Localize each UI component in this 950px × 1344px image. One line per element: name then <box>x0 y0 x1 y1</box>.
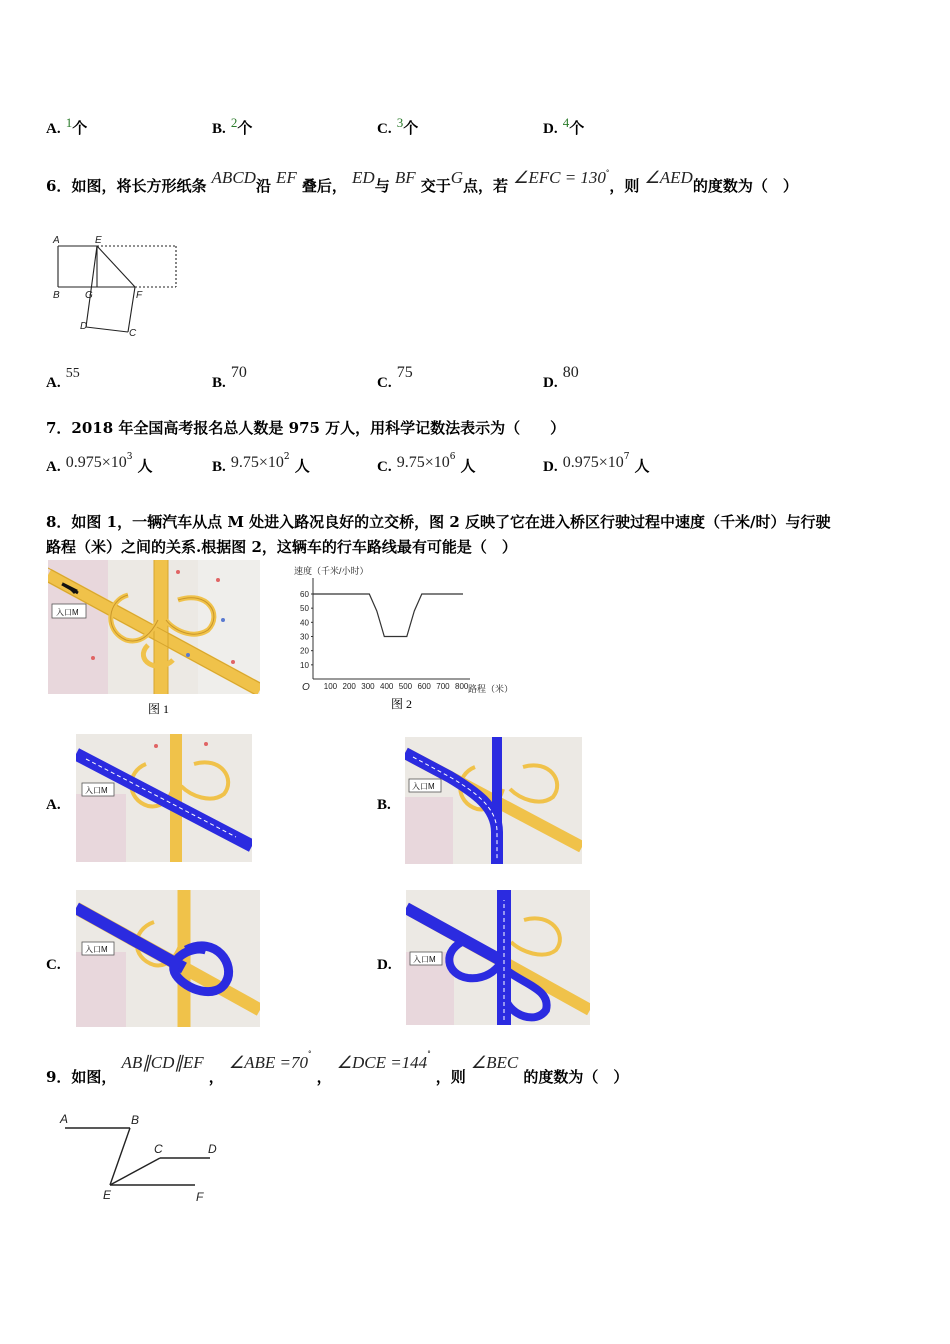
x-tick-label: 400 <box>380 682 394 691</box>
q7-stem: 7．2018 年全国高考报名总人数是 975 万人，用科学记数法表示为（ ） <box>46 419 566 437</box>
q8-option-b-letter: B. <box>377 797 391 813</box>
label-e: E <box>103 1188 112 1202</box>
origin-label: O <box>302 682 310 693</box>
y-axis-label: 速度（千米/小时） <box>294 566 369 576</box>
q8-option-b-map[interactable] <box>405 737 582 864</box>
entry-label: 入口M <box>412 782 435 791</box>
q8-fig1-map <box>48 560 260 694</box>
q7-option-a: A. $0.975\times 10^3$ 人 <box>46 452 153 475</box>
q6-option-a: A. 55 <box>46 366 80 391</box>
x-axis-label: 路程（米） <box>468 684 514 694</box>
label-f: F <box>136 290 143 301</box>
q5-option-b: B. $^2$个 <box>212 115 253 137</box>
label-d: D <box>208 1142 217 1156</box>
label-e: E <box>95 235 102 246</box>
q8-stem-line2: 路程（米）之间的关系.根据图 2，这辆车的行车路线最有可能是（ ） <box>46 538 517 556</box>
y-tick-label: 10 <box>300 660 309 670</box>
q7-option-b: B. $9.75\times 10^2$ 人 <box>212 452 310 475</box>
y-tick-label: 40 <box>300 618 309 628</box>
q6-stem: 6．如图，将长方形纸条 ABCD沿 EF 叠后， ED与 BF 交于G点，若 ∠EFC = 130°，则 ∠AED的度数为（ ） <box>46 168 798 195</box>
fig1-caption: 图 1 <box>148 702 170 716</box>
y-tick-label: 50 <box>300 604 309 614</box>
q8-option-a-map[interactable] <box>76 734 252 862</box>
chart-ticks <box>300 590 469 691</box>
label-b: B <box>53 290 60 301</box>
q8-option-d-map[interactable] <box>406 890 590 1025</box>
q8-option-c-letter: C. <box>46 957 61 973</box>
label-a: A <box>53 235 60 246</box>
x-tick-label: 100 <box>323 682 338 691</box>
q6-option-b: B. 70 <box>212 364 247 391</box>
label-b: B <box>131 1113 140 1127</box>
q6-folded-rectangle-figure <box>50 232 185 340</box>
q8-option-c-map[interactable] <box>76 890 260 1027</box>
y-tick-label: 60 <box>300 590 309 599</box>
label-c: C <box>154 1142 163 1156</box>
label-c: C <box>129 328 137 339</box>
q5-option-c: C. $^3$个 <box>377 115 419 137</box>
label-f: F <box>196 1190 204 1204</box>
entry-label: 入口M <box>85 786 108 795</box>
x-tick-label: 800 <box>455 682 469 691</box>
x-tick-label: 300 <box>361 682 375 691</box>
q8-speed-distance-chart <box>290 562 520 697</box>
q9-stem: 9．如图， AB∥CD∥EF ， ∠ABE =70° ， ∠DCE =144° ，则 ∠BEC 的度数为（ ） <box>46 1050 629 1086</box>
y-tick-label: 20 <box>300 646 309 656</box>
q8-stem-line1: 8．如图 1，一辆汽车从点 M 处进入路况良好的立交桥，图 2 反映了它在进入桥区行驶过程中速度（千米/时）与行驶 <box>46 513 831 531</box>
q9-parallel-lines-figure <box>55 1110 225 1205</box>
q7-option-c: C. $9.75\times 10^6$ 人 <box>377 452 476 475</box>
x-tick-label: 500 <box>398 682 413 691</box>
x-tick-label: 700 <box>436 682 450 691</box>
entry-label: 入口M <box>85 945 108 954</box>
q5-option-a: A. $^1$个 <box>46 115 88 137</box>
q5-option-d: D. $^4$个 <box>543 115 585 137</box>
label-a: A <box>60 1112 69 1126</box>
q6-option-d: D. 80 <box>543 364 579 391</box>
q8-option-d-letter: D. <box>377 957 392 973</box>
label-d: D <box>80 321 88 332</box>
entry-label: 入口M <box>56 608 79 617</box>
x-tick-label: 600 <box>417 682 431 691</box>
y-tick-label: 30 <box>300 632 309 642</box>
entry-label: 入口M <box>413 955 436 964</box>
speed-series-line <box>313 594 463 637</box>
interchange-map-svg <box>48 560 260 694</box>
q8-option-a-letter: A. <box>46 797 61 813</box>
x-tick-label: 200 <box>342 682 356 691</box>
label-g: G <box>85 290 93 301</box>
q7-option-d: D. $0.975\times 10^7$ 人 <box>543 452 650 475</box>
q6-option-c: C. 75 <box>377 364 413 391</box>
fig2-caption: 图 2 <box>391 697 413 711</box>
